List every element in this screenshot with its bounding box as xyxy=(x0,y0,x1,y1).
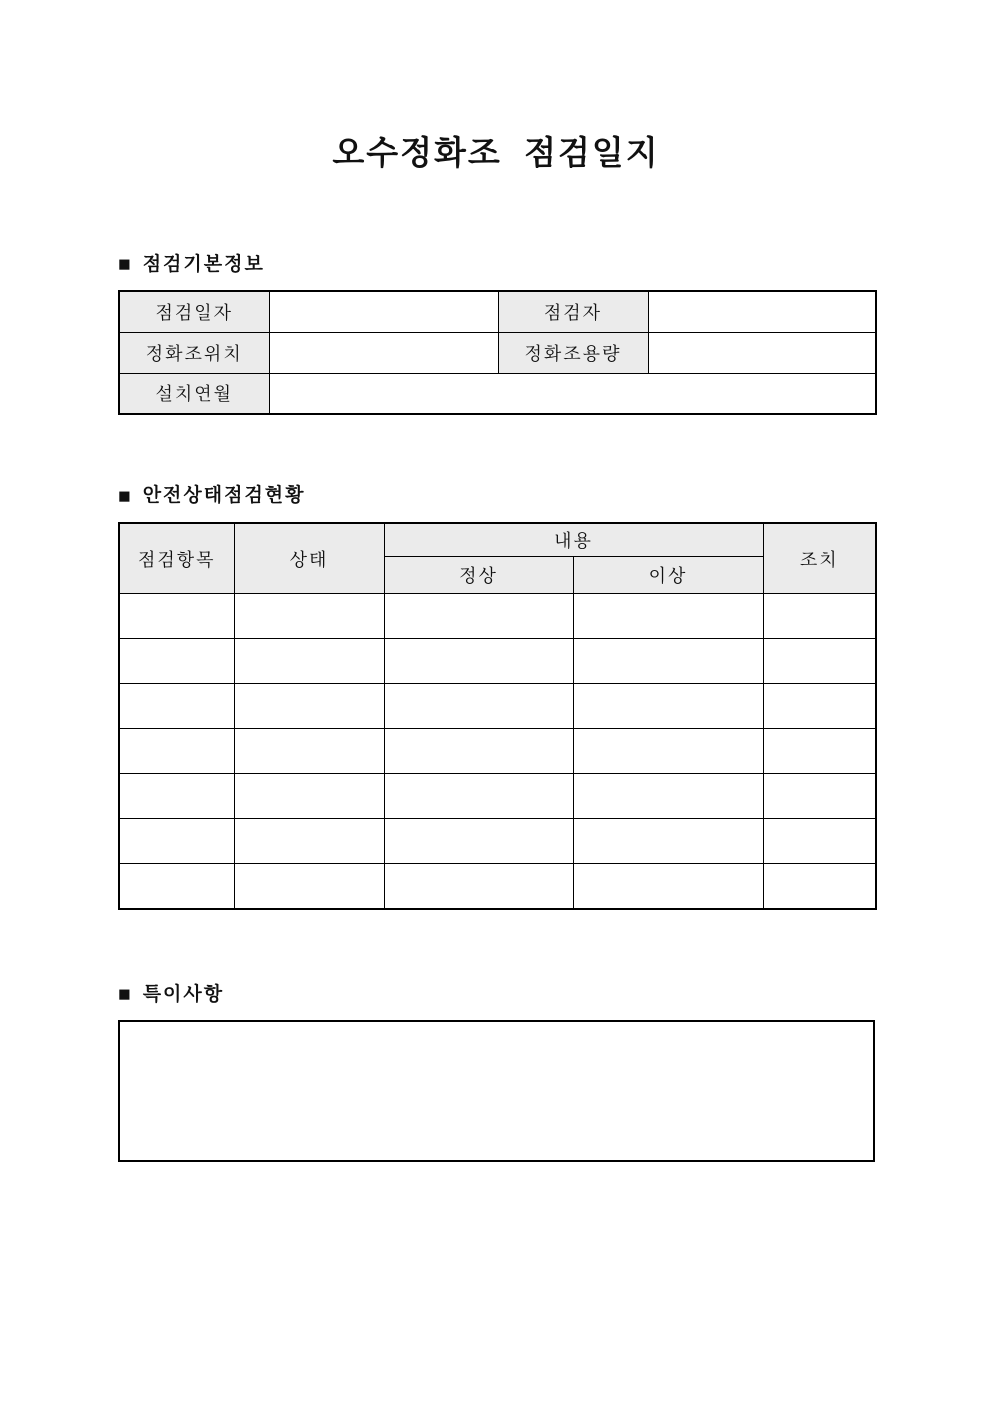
field-value-tank-location xyxy=(269,332,498,373)
safety-check-empty-cell xyxy=(573,819,763,864)
section-heading-basic-info xyxy=(118,252,875,278)
safety-check-empty-cell xyxy=(763,594,876,639)
safety-check-empty-cell xyxy=(119,639,234,684)
section-title-notes: 특이사항 xyxy=(142,983,225,1005)
basic-info-row xyxy=(119,373,876,414)
col-header-status: 상태 xyxy=(234,523,384,594)
square-bullet-icon: ■ xyxy=(118,983,133,1007)
safety-check-empty-cell xyxy=(763,864,876,909)
safety-check-empty-cell xyxy=(234,639,384,684)
basic-info-table xyxy=(118,290,877,415)
safety-check-empty-cell xyxy=(573,684,763,729)
safety-check-empty-cell xyxy=(384,774,573,819)
page-title: 오수정화조 점검일지 xyxy=(332,134,660,171)
field-value-inspector xyxy=(648,291,876,332)
safety-check-empty-cell xyxy=(119,684,234,729)
safety-check-row xyxy=(119,819,876,864)
col-header-abnormal: 이상 xyxy=(573,557,763,594)
safety-check-row xyxy=(119,729,876,774)
safety-check-empty-cell xyxy=(763,774,876,819)
notes-box xyxy=(118,1020,875,1162)
field-value-install-date xyxy=(269,373,876,414)
field-value-inspection-date xyxy=(269,291,498,332)
safety-check-table xyxy=(118,522,877,910)
section-heading-safety-check xyxy=(118,483,875,509)
safety-check-empty-cell xyxy=(763,729,876,774)
safety-check-empty-cell xyxy=(763,684,876,729)
safety-check-empty-cell xyxy=(384,819,573,864)
field-label-tank-location: 정화조위치 xyxy=(119,332,269,373)
safety-check-row xyxy=(119,639,876,684)
safety-check-empty-cell xyxy=(384,594,573,639)
square-bullet-icon: ■ xyxy=(118,252,133,276)
safety-check-empty-cell xyxy=(384,729,573,774)
safety-check-empty-cell xyxy=(234,819,384,864)
section-title-safety-check: 안전상태점검현황 xyxy=(142,485,306,507)
safety-check-empty-cell xyxy=(234,774,384,819)
safety-check-empty-cell xyxy=(234,729,384,774)
safety-check-body xyxy=(119,594,876,909)
col-header-content: 내용 xyxy=(384,523,763,557)
safety-check-empty-cell xyxy=(573,639,763,684)
col-header-action: 조치 xyxy=(763,523,876,594)
safety-check-row xyxy=(119,864,876,909)
square-bullet-icon: ■ xyxy=(118,484,133,508)
safety-check-empty-cell xyxy=(119,729,234,774)
basic-info-row xyxy=(119,332,876,373)
safety-check-empty-cell xyxy=(234,594,384,639)
safety-check-empty-cell xyxy=(234,864,384,909)
safety-check-empty-cell xyxy=(384,684,573,729)
safety-check-empty-cell xyxy=(763,639,876,684)
safety-check-empty-cell xyxy=(573,594,763,639)
section-title-basic-info: 점검기본정보 xyxy=(142,253,265,275)
section-heading-notes xyxy=(118,982,875,1008)
section-basic-info xyxy=(118,252,875,416)
document-content xyxy=(118,252,875,1163)
safety-check-empty-cell xyxy=(234,684,384,729)
field-label-inspection-date: 점검일자 xyxy=(119,291,269,332)
safety-check-row xyxy=(119,594,876,639)
safety-check-empty-cell xyxy=(384,639,573,684)
field-label-inspector: 점검자 xyxy=(498,291,648,332)
safety-check-empty-cell xyxy=(119,594,234,639)
section-safety-check xyxy=(118,483,875,910)
safety-check-empty-cell xyxy=(573,864,763,909)
safety-check-empty-cell xyxy=(119,864,234,909)
safety-check-empty-cell xyxy=(119,774,234,819)
field-label-install-date: 설치연월 xyxy=(119,373,269,414)
safety-check-row xyxy=(119,684,876,729)
safety-check-empty-cell xyxy=(573,774,763,819)
safety-check-header-row xyxy=(119,523,876,557)
basic-info-row xyxy=(119,291,876,332)
section-notes xyxy=(118,982,875,1163)
safety-check-empty-cell xyxy=(573,729,763,774)
safety-check-empty-cell xyxy=(119,819,234,864)
safety-check-row xyxy=(119,774,876,819)
field-value-tank-capacity xyxy=(648,332,876,373)
safety-check-empty-cell xyxy=(763,819,876,864)
col-header-normal: 정상 xyxy=(384,557,573,594)
safety-check-empty-cell xyxy=(384,864,573,909)
col-header-item: 점검항목 xyxy=(119,523,234,594)
field-label-tank-capacity: 정화조용량 xyxy=(498,332,648,373)
